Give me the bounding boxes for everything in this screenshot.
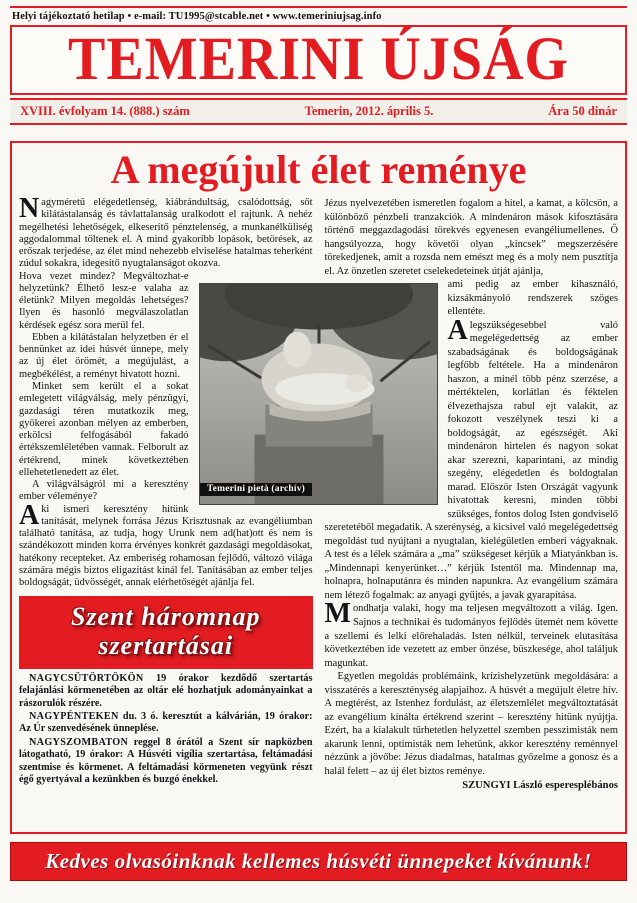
holy-days-schedule [19, 673, 313, 787]
holy-days-title [23, 602, 309, 660]
article-paragraph [19, 193, 313, 271]
article-paragraph: Jézus nyelvezetében ismeretlen fogalom a hitel, a kamat, a kölcsön, a különböző pénzbeli tranzakciók. A mindenáron mások kifosztására történő meggazdagodási törekvés egyenesen evangéliumellenes. Ő hangsúlyozza, hogy követői olyan „kincsek” megszerzésére törekedjenek, amit a rozsda nem emészt meg és a moly nem pusztítja el. Az önzetlen szeretet cselekedeteinek útját ajánlja, [324, 198, 618, 277]
article-signature: SZUNGYI László esperesplébános [462, 780, 618, 792]
article-headline: A megújult élet reménye [110, 147, 527, 192]
masthead [10, 25, 627, 95]
holy-days-title-line2: szertartásai [98, 630, 234, 660]
top-info-line [10, 6, 627, 25]
article-paragraph: Ebben a kilátástalan helyzetben ér el bennünket az idei húsvét ünnepe, mely az új élet örömét, a megújulást, a megbékélést, a reményt hivatott hozni. [19, 331, 189, 380]
paragraph-text: ki ismeri keresztény hitünk tanítását, melynek forrása Jézus Krisztusnak az evangéliumban található tanítása, az tudja, hogy Urunk nem ad(hat)ott és nem is szándékozott minden korra érvényes konkrét gazdasági megoldásokat, hatékony recepteket. Az emberiség rohamosan fejlődő, változó világa számára mégis biztos eligazítást kínál fel. Tanításában az ember teljes boldogságát, üdvösségét, annak elérhetőségét ajánlja fel. [19, 503, 313, 589]
top-info-text: Helyi tájékoztató hetilap • e-mail: TU1995@stcable.net • www.temeriniujsag.info [12, 11, 382, 22]
photo-caption: Temerini pietà (archív) [200, 483, 312, 496]
schedule-item-text: du. 3 ó. keresztút a kálvárián, 19 órakor: Az Úr szenvedésének ünneplése. [19, 711, 313, 735]
article-paragraph: Egyetlen megoldás problémáink, krízishelyzetünk megoldására: a visszatérés a kereszténység alapjaihoz. A húsvét a megújult életre hív. A megtérést, az Istenhez fordulást, az életszemlélet megváltoztatását az evangélium kínálta értékrend szerint – keresztény hitünk nyújtja. Ezért, ha a kialakult tűrhetetlen helyzettel szemben pesszimisták nem akarunk lenni, optimisták nem lehetünk, akkor keresztény reménnyel nézzünk a jövőbe: Jézus diadalmas, hatalmas győzelme a gonosz és a halál felett – az új élet biztos reménye. [324, 671, 618, 777]
drop-cap: M [324, 598, 351, 630]
pieta-statue-illustration [200, 284, 437, 504]
article-paragraph: Minket sem került el a sokat emlegetett világválság, mely pénzügyi, gazdasági téren mutatkozik meg, gyökerei azonban mélyen az emberben, erkölcsi felfogásából fakadó értékszemléletében vannak. Felborult az értékrend, minek következtében ellehetetlenedett az élet. [19, 380, 189, 478]
drop-cap: A [19, 499, 40, 531]
schedule-item-text: reggel 8 órától a Szent sír napközben látogatható, 19 órakor: A Húsvéti vigília szertartása, feltámadási szentmise és körmenet. A feltámadási körmeneten vegyünk részt égő gyertyával a kezünkben és buzgó énekkel. [19, 736, 313, 786]
schedule-day-label: NAGYPÉNTEKEN [29, 711, 119, 723]
article-paragraph [324, 598, 619, 670]
drop-cap: N [19, 193, 40, 224]
issue-bar [10, 98, 627, 125]
article-paragraph [19, 499, 313, 590]
lead-article [10, 141, 627, 834]
issue-date: Temerin, 2012. április 5. [304, 104, 434, 118]
schedule-item [19, 673, 313, 710]
schedule-item [19, 711, 313, 736]
issue-number: XVIII. évfolyam 14. (888.) szám [20, 104, 190, 118]
paragraph-text: agyméretű elégedetlenség, kiábrándultság, csalódottság, sőt kilátástalanság és távlattalanság uralkodott el rajtunk. A nehéz megélhetési lehetőségek, elkeserítő pénztelenség, a munkanélküliség aggodalommal töltenek el. A mind gyakoribb lopások, betörések, az erőszak terjedése, az élet mind nehezebb elviselése hatalmas teherként zúdul sokakra, idegesítő nyugtalanságot okozva. [19, 197, 313, 270]
schedule-item [19, 737, 313, 787]
paragraph-text: legszükségesebbel való megelégedettség az ember szabadságának és boldogságának legfőbb feltétele. Ha a mindenáron haszon, a minél több pénz szerzése, a mértéktelen, korlátlan és féktelen élvezethajsza rabul ejt valakit, az fokozott veszélynek teszi ki a boldogságát, az egészségét. Aki mindenáron hirtelen és nagyon sokat akar szerezni, kaparintani, az mindig szegény, elégedetlen és boldogtalan marad. Először Isten Országát vagyunk hivatottak keresni, minden többi szükséges, fontos dolog Isten gondviselő szeretetéből megadatik. A szerénység, a kicsivel való megelégedettség megoldást tud nyújtani a nyugtalan, kielégületlen emberi vágyaknak. A test és a lélek számára a „ma” szükségeset kérjük a Miatyánkban is. „Mindennapi kenyerünket…” kérjük Istentől ma. Mindennap ma, holnapra, holnaputánra és minden napunkra. Az evangélium számára nem létező fogalmak: az anyagi gyűjtés, a javak gyarapítása. [324, 319, 618, 601]
issue-price: Ára 50 dinár [548, 104, 617, 118]
holy-days-box [19, 596, 313, 669]
article-paragraph: ami pedig az ember kihasználó, kizsákmányoló rendszerek szöges ellentéte. [447, 279, 618, 318]
paragraph-text: ondhatja valaki, hogy ma teljesen megváltozott a világ. Igen. Sajnos a technikai és tudományos fejlődés ütemét nem követte a szellemi és lelki előrehaladás. Isten nélkül, terveinek elutasítása következtében ide vezetett az ember önzése, büszkesége, ahol találjuk magunkat. [324, 603, 618, 669]
schedule-day-label: NAGYCSÜTÖRTÖKÖN [29, 672, 144, 684]
schedule-day-label: NAGYSZOMBATON [29, 736, 129, 748]
easter-greeting-text: Kedves olvasóinknak kellemes húsvéti ünnepeket kívánunk! [45, 849, 592, 873]
article-paragraph: Hova vezet mindez? Megváltozhat-e helyzetünk? Élhető lesz-e valaha az életünk? Milyen megoldás lehetséges? Ilyen és hasonló megválaszolatlan kérdések egész sora merül fel. [19, 270, 189, 331]
drop-cap: A [447, 314, 468, 346]
easter-greeting-banner [10, 842, 627, 881]
pieta-photo [199, 283, 438, 505]
schedule-item-text: 19 órakor kezdődő szertartás felajánlási körmenetében az oltár elé hozhatjuk adományainkat a rászorulók részére. [19, 672, 313, 709]
newspaper-title: TEMERINI ÚJSÁG [68, 24, 569, 94]
article-paragraph: A világválságról mi a keresztény ember véleménye? [19, 479, 189, 503]
holy-days-title-line1: Szent háromnap [70, 601, 261, 631]
